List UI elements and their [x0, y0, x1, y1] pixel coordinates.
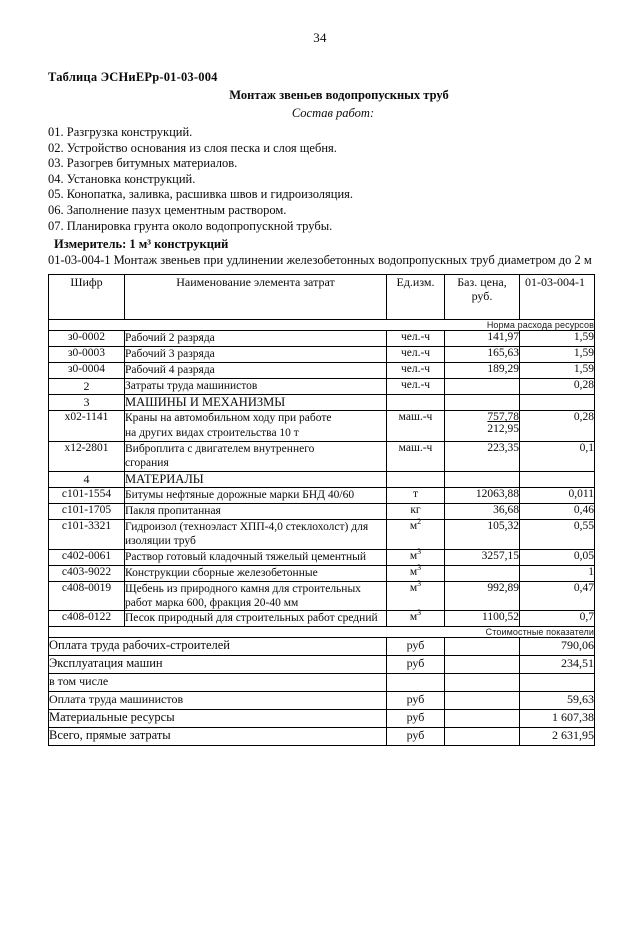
cell-unit: маш.-ч: [387, 441, 445, 471]
cell-code: с408-0122: [49, 611, 125, 627]
summary-price: [445, 710, 520, 728]
cell-norm: 0,05: [520, 549, 595, 565]
work-item: 05. Конопатка, заливка, расшивка швов и гидроизоляция.: [48, 187, 354, 202]
cell-name-line2: сгорания: [125, 457, 169, 470]
unit-exponent: 3: [417, 608, 422, 618]
table-row: [49, 549, 595, 565]
summary-value: 1 607,38: [520, 710, 595, 728]
cell-name: Рабочий 4 разряда: [125, 363, 387, 379]
cell-name-line1: Виброплита с двигателем внутреннего: [125, 442, 315, 455]
cell-unit: [387, 578, 445, 611]
table-row: [49, 581, 595, 611]
table-row: [49, 487, 595, 503]
cell-price: 105,32: [445, 519, 520, 549]
unit-text: кг: [410, 503, 421, 516]
cost-table: [48, 274, 595, 746]
cell-code: з0-0004: [49, 363, 125, 379]
summary-row: [49, 728, 595, 746]
table-row: [49, 331, 595, 347]
unit-text: м: [409, 611, 418, 624]
table-row-section-2: [49, 379, 595, 395]
summary-row: [49, 638, 595, 656]
cell-unit: чел.-ч: [387, 379, 445, 395]
table-row: [49, 503, 595, 519]
summary-unit: руб: [387, 692, 445, 710]
cell-code: с101-1554: [49, 487, 125, 503]
cell-norm: 0,46: [520, 503, 595, 519]
summary-row: [49, 656, 595, 674]
cell-unit: [387, 608, 445, 627]
cell-name: Песок природный для строительных работ средний: [125, 611, 387, 627]
table-row: [49, 347, 595, 363]
unit-exponent: 2: [417, 516, 422, 526]
col-header-name: Наименование элемента затрат: [125, 275, 387, 320]
summary-value: [520, 674, 595, 692]
cell-norm: 0,28: [520, 411, 595, 441]
cell-price: [445, 411, 520, 441]
cell-name: [125, 411, 387, 441]
unit-text: т: [412, 487, 419, 500]
izmeritel-line: Измеритель: 1 м³ конструкций: [54, 237, 229, 252]
unit-text: м: [409, 565, 418, 578]
cell-unit: [387, 487, 445, 503]
cell-price: 141,97: [445, 331, 520, 347]
summary-unit: руб: [387, 728, 445, 746]
cell-price: 992,89: [445, 581, 520, 611]
unit-text: м: [409, 581, 418, 594]
summary-label: Всего, прямые затраты: [49, 728, 387, 746]
cell-unit: [387, 562, 445, 581]
cell-norm: 0,55: [520, 519, 595, 549]
table-body: [49, 320, 595, 746]
cell-norm: [520, 471, 595, 487]
summary-row: [49, 692, 595, 710]
work-item: 04. Установка конструкций.: [48, 171, 196, 186]
cell-code: с101-1705: [49, 503, 125, 519]
sostav-rabot-heading: Состав работ:: [291, 106, 375, 120]
col-header-price-line2: руб.: [471, 289, 493, 304]
table-row-section-3: [49, 395, 595, 411]
cell-price: [445, 565, 520, 581]
unit-exponent: 3: [417, 562, 422, 572]
cell-norm: 1,59: [520, 363, 595, 379]
cell-code: с403-9022: [49, 565, 125, 581]
cell-code: с402-0061: [49, 549, 125, 565]
summary-label: Эксплуатация машин: [49, 656, 387, 674]
cell-section-number: 3: [49, 395, 125, 411]
table-row: [49, 519, 595, 549]
work-list: [48, 125, 594, 234]
cell-unit: [387, 503, 445, 519]
cell-unit: чел.-ч: [387, 347, 445, 363]
summary-label: Материальные ресурсы: [49, 710, 387, 728]
cell-section-label: Затраты труда машинистов: [125, 379, 387, 395]
col-header-price: [445, 275, 520, 320]
cell-code: с408-0019: [49, 581, 125, 611]
summary-value: 234,51: [520, 656, 595, 674]
cell-name: Щебень из природного камня для строительных работ марка 600, фракция 20-40 мм: [125, 581, 387, 611]
cell-code: с101-3321: [49, 519, 125, 549]
cell-norm: 0,7: [520, 611, 595, 627]
table-label: Таблица ЭСНиЕРр-01-03-004: [48, 70, 218, 84]
cell-norm: 0,1: [520, 441, 595, 471]
col-header-code: Шифр: [49, 275, 125, 320]
item-description: 01-03-004-1 Монтаж звеньев при удлинении железобетонных водопропускных труб диаметром до 2 м: [48, 253, 592, 268]
work-item: 03. Разогрев битумных материалов.: [48, 156, 238, 171]
summary-unit: руб: [387, 656, 445, 674]
summary-price: [445, 692, 520, 710]
unit-exponent: 3: [417, 578, 422, 588]
cell-unit: маш.-ч: [387, 411, 445, 441]
table-row: [49, 411, 595, 441]
cell-name: Гидроизол (техноэласт ХПП-4,0 стеклохолст) для изоляции труб: [125, 519, 387, 549]
cell-name-line1: Краны на автомобильном ходу при работе: [125, 412, 332, 425]
cell-norm: 0,47: [520, 581, 595, 611]
cell-unit: чел.-ч: [387, 331, 445, 347]
cell-price: 1100,52: [445, 611, 520, 627]
summary-unit: руб: [387, 638, 445, 656]
summary-price: [445, 674, 520, 692]
cell-unit: [387, 516, 445, 549]
unit-text: м: [409, 519, 418, 532]
cell-price: 223,35: [445, 441, 520, 471]
cell-price: 165,63: [445, 347, 520, 363]
cell-norm: 1: [520, 565, 595, 581]
table-row: [49, 611, 595, 627]
unit-text: м: [409, 549, 418, 562]
cell-norm: [520, 395, 595, 411]
cell-price: 12063,88: [445, 487, 520, 503]
summary-label: Оплата труда машинистов: [49, 692, 387, 710]
summary-row: [49, 710, 595, 728]
cell-unit: [387, 471, 445, 487]
table-row-section-4: [49, 471, 595, 487]
col-header-norm: 01-03-004-1: [520, 275, 595, 320]
work-item: 01. Разгрузка конструкций.: [48, 125, 193, 139]
summary-label: в том числе: [49, 674, 387, 692]
cell-norm: 0,28: [520, 379, 595, 395]
document-title: Монтаж звеньев водопропускных труб: [229, 88, 449, 102]
work-item: 06. Заполнение пазух цементным раствором.: [48, 202, 287, 217]
work-item: 02. Устройство основания из слоя песка и слоя щебня.: [48, 140, 337, 155]
table-header: [49, 275, 595, 320]
cell-price: [445, 395, 520, 411]
cell-unit: чел.-ч: [387, 363, 445, 379]
summary-value: 59,63: [520, 692, 595, 710]
summary-label: Оплата труда рабочих-строителей: [49, 638, 387, 656]
document-page: [0, 30, 640, 935]
cell-price: 189,29: [445, 363, 520, 379]
col-header-unit: Ед.изм.: [387, 275, 445, 320]
cell-section-number: 2: [49, 379, 125, 395]
header-row: [49, 275, 595, 320]
unit-exponent: 3: [417, 546, 422, 556]
cell-name: [125, 441, 387, 471]
summary-price: [445, 638, 520, 656]
band-resources-label: Норма расхода ресурсов: [49, 320, 595, 331]
cell-name-line2: на других видах строительства 10 т: [125, 426, 299, 439]
cell-name: Битумы нефтяные дорожные марки БНД 40/60: [125, 487, 387, 503]
cell-section-label: МАШИНЫ И МЕХАНИЗМЫ: [125, 395, 387, 411]
cell-unit: [387, 395, 445, 411]
summary-price: [445, 656, 520, 674]
band-cost-row: [49, 627, 595, 638]
cell-code: х02-1141: [49, 411, 125, 441]
cell-price: 36,68: [445, 503, 520, 519]
cell-price-secondary: 212,95: [487, 423, 519, 436]
cell-code: з0-0002: [49, 331, 125, 347]
work-item: 07. Планировка грунта около водопропускной трубы.: [48, 218, 333, 233]
band-cost-label: Стоимостные показатели: [49, 627, 595, 638]
cell-price: 3257,15: [445, 549, 520, 565]
cell-name: Пакля пропитанная: [125, 503, 387, 519]
cell-section-number: 4: [49, 471, 125, 487]
cell-code: з0-0003: [49, 347, 125, 363]
cell-price: [445, 379, 520, 395]
summary-unit: [387, 674, 445, 692]
cell-unit: [387, 546, 445, 565]
table-row: [49, 363, 595, 379]
cell-code: х12-2801: [49, 441, 125, 471]
cell-name: Рабочий 2 разряда: [125, 331, 387, 347]
cell-price-primary: 757,78: [487, 411, 519, 424]
summary-price: [445, 728, 520, 746]
cell-norm: 1,59: [520, 331, 595, 347]
cell-name: Конструкции сборные железобетонные: [125, 565, 387, 581]
cell-section-label: МАТЕРИАЛЫ: [125, 471, 387, 487]
cell-name: Раствор готовый кладочный тяжелый цементный: [125, 549, 387, 565]
band-resources-row: [49, 320, 595, 331]
table-row: [49, 565, 595, 581]
cell-norm: 0,011: [520, 487, 595, 503]
page-number: 34: [313, 30, 327, 45]
col-header-price-line1: Баз. цена,: [457, 275, 507, 290]
table-row: [49, 441, 595, 471]
cell-name: Рабочий 3 разряда: [125, 347, 387, 363]
summary-value: 2 631,95: [520, 728, 595, 746]
summary-unit: руб: [387, 710, 445, 728]
cell-norm: 1,59: [520, 347, 595, 363]
document-body: [0, 70, 640, 746]
summary-row: [49, 674, 595, 692]
cell-price: [445, 471, 520, 487]
summary-value: 790,06: [520, 638, 595, 656]
